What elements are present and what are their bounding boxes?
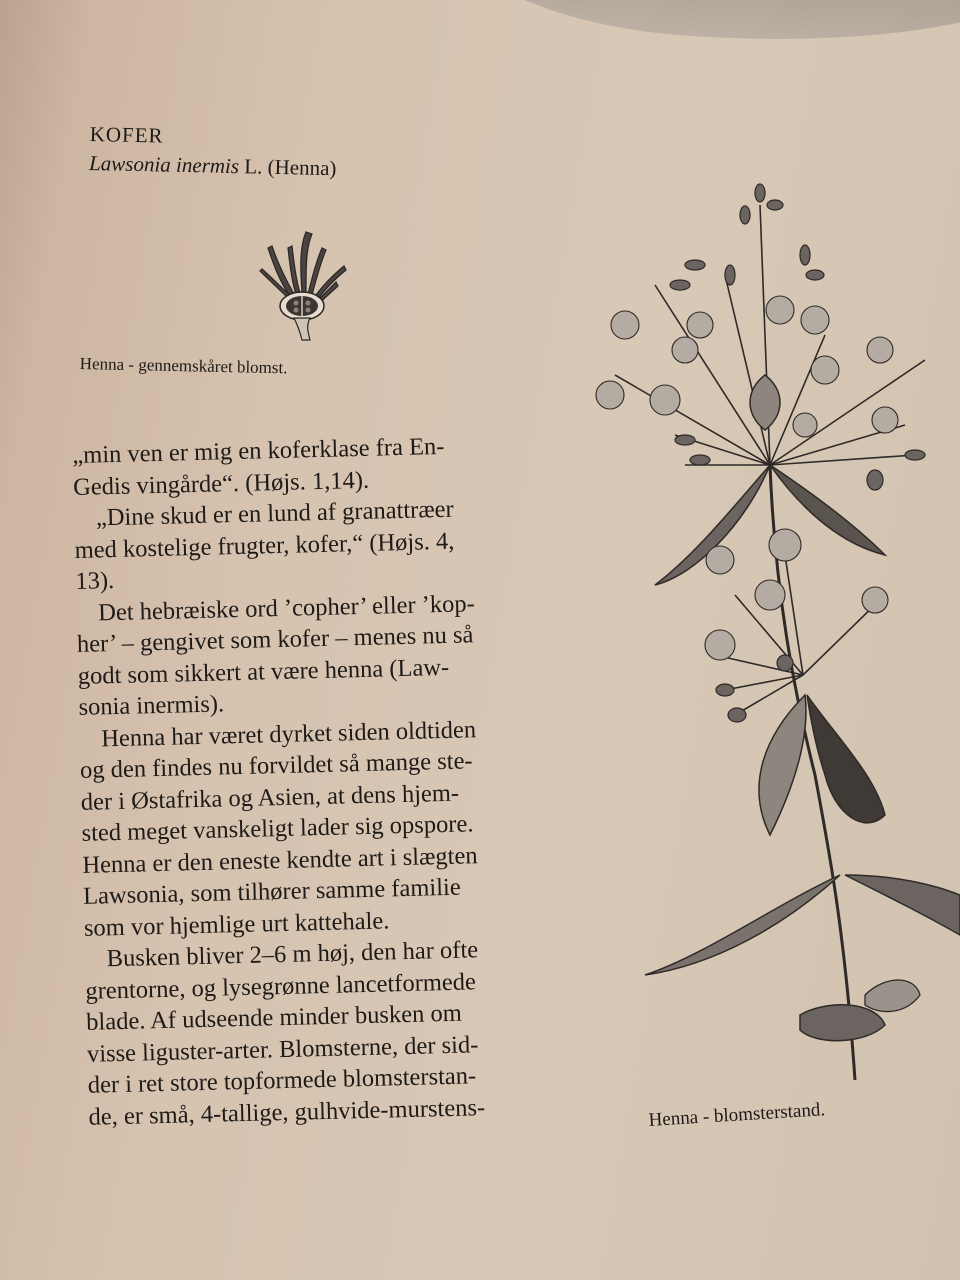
body-paragraph [74,491,546,597]
latin-name-author: L. (Henna) [238,154,337,181]
text-line: blade. Af udseende minder busken om [85,999,463,1036]
flower-section-caption: Henna - gennemskåret blomst. [79,354,288,378]
text-line: Lawsonia, som tilhører samme familie [82,873,461,910]
text-line: med kostelige frugter, kofer,“ (Højs. 4, [74,527,455,564]
text-line: der i ret store topformede blomsterstan- [87,1062,477,1099]
body-paragraph [79,712,554,944]
text-line: og den findes nu forvildet så mange ste- [79,747,473,784]
text-line: de, er små, 4-tallige, gulhvide-murstens- [88,1093,486,1131]
text-line: Henna er den eneste kendte art i slægten [82,841,478,879]
latin-name [89,151,337,181]
text-line: Gedis vingårde“. (Højs. 1,14). [72,466,370,501]
text-line: grentorne, og lysegrønne lancetformede [85,967,477,1005]
text-line: visse liguster-arter. Blomsterne, der sid- [86,1030,479,1068]
entry-title-block [89,122,337,181]
text-line: sted meget vanskeligt lader sig opspore. [81,810,474,847]
text-line: Det hebræiske ord ’copher’ eller ’kop- [97,589,476,626]
inflorescence-caption: Henna - blomsterstand. [648,1099,826,1131]
entry-heading: KOFER [89,122,164,148]
text-line: „min ven er mig en koferklase fra En- [72,432,445,469]
text-line: Henna har været dyrket siden oldtiden [100,715,477,752]
text-line: sonia inermis). [78,690,225,721]
body-paragraph [76,586,549,723]
body-paragraph [84,932,558,1132]
text-line: som vor hjemlige urt kattehale. [83,906,390,942]
text-line: Busken bliver 2–6 m høj, den har ofte [106,936,479,973]
text-line: her’ – gengivet som kofer – menes nu så [76,621,474,658]
text-line: der i Østafrika og Asien, at dens hjem- [80,779,460,816]
body-text [72,429,559,1133]
flower-cross-section-icon [250,226,350,344]
body-paragraph [72,429,543,503]
latin-name-italic: Lawsonia inermis [88,150,240,179]
henna-inflorescence-icon [585,175,960,1080]
text-line: „Dine skud er en lund af granattræer [95,495,454,532]
text-line: 13). [75,567,115,595]
text-line: godt som sikkert at være henna (Law- [77,653,450,690]
